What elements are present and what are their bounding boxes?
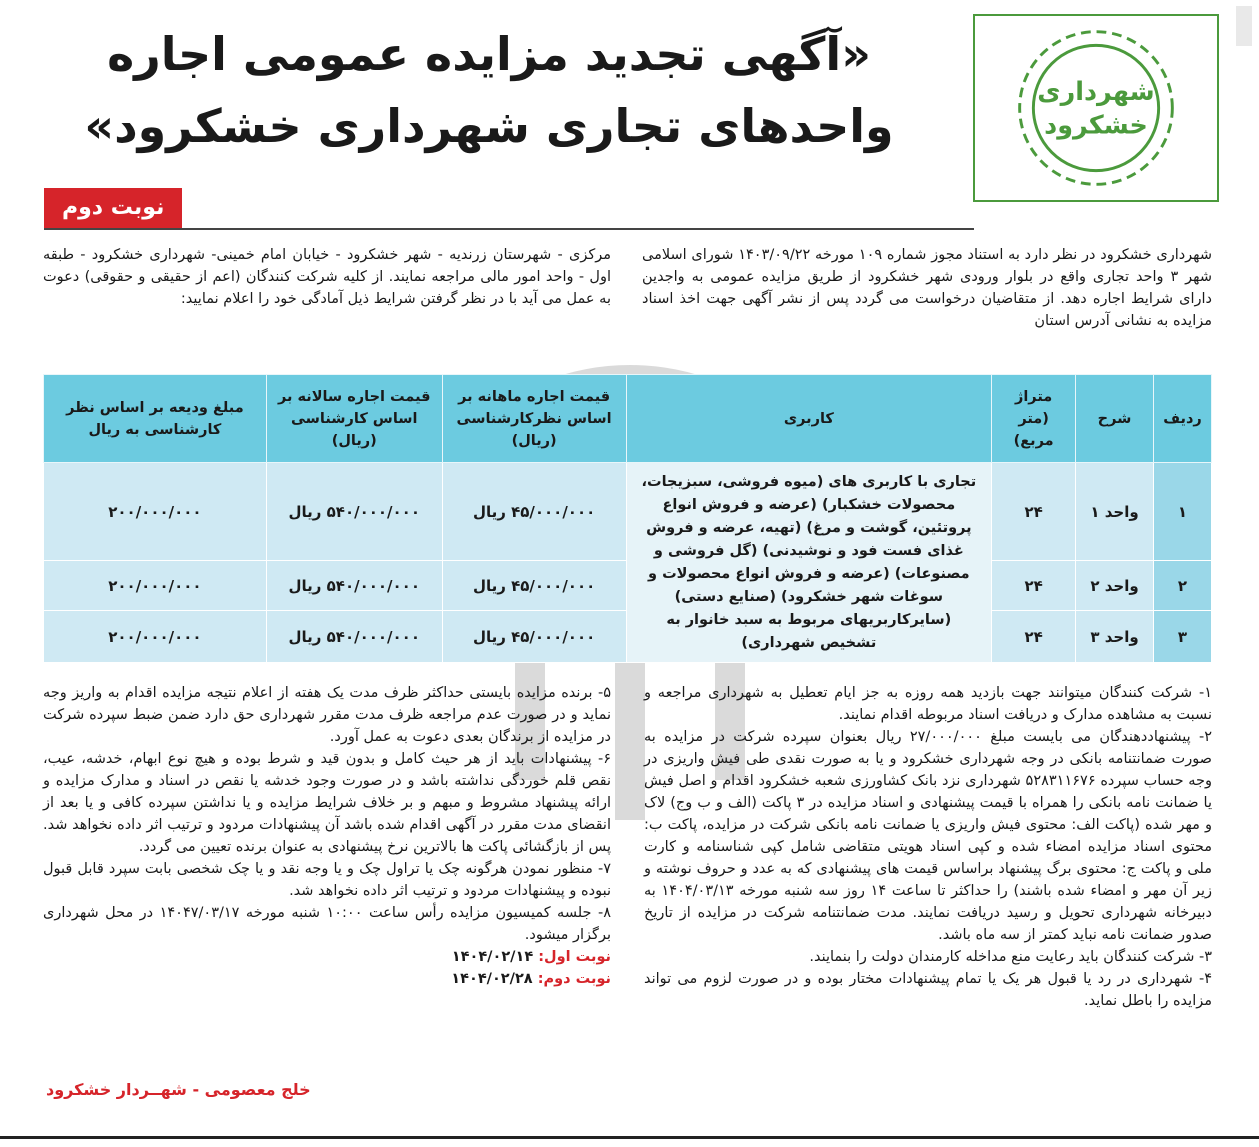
row-deposit: ۲۰۰/۰۰۰/۰۰۰ — [44, 463, 267, 561]
row-yearly-rent: ۵۴۰/۰۰۰/۰۰۰ ریال — [266, 561, 442, 611]
header-yearly-rent: قیمت اجاره سالانه بر اساس کارشناسی (ریال) — [266, 375, 442, 463]
intro-paragraph-left: مرکزی - شهرستان زرندیه - شهر خشکرود - خیابان امام خمینی- شهرداری خشکرود - طبقه اول - واحد امور مالی مراجعه نمایند. از کلیه شرکت کنندگان (اعم از حقیقی و حقوقی) دعوت به عمل می آید با در نظر گرفتن شرایط ذیل آمادگی خود را اعلام نمایید: — [43, 247, 611, 307]
row-area: ۲۴ — [992, 463, 1076, 561]
title-line-2: واحدهای تجاری شهرداری خشکرود» — [84, 99, 894, 153]
row-number: ۲ — [1154, 561, 1212, 611]
row-number: ۳ — [1154, 611, 1212, 663]
logo-text-bottom: خشکرود — [1044, 109, 1148, 140]
condition-item: ۳- شرکت کنندگان باید رعایت منع مداخله کارمندان دولت را بنمایند. — [809, 949, 1212, 965]
row-yearly-rent: ۵۴۰/۰۰۰/۰۰۰ ریال — [266, 611, 442, 663]
row-number: ۱ — [1154, 463, 1212, 561]
condition-item: ۴- شهرداری در رد یا قبول هر یک یا تمام پیشنهادات مختار بوده و در صورت لزوم می تواند مزایده را باطل نماید. — [644, 971, 1212, 1009]
table-header-row — [44, 375, 1212, 463]
bottom-divider — [0, 1136, 1259, 1139]
header-description: شرح — [1076, 375, 1154, 463]
header-area: متراژ (متر مربع) — [992, 375, 1076, 463]
row-monthly-rent: ۴۵/۰۰۰/۰۰۰ ریال — [442, 561, 626, 611]
header-deposit: مبلغ ودیعه بر اساس نظر کارشناسی به ریال — [44, 375, 267, 463]
row-description: واحد ۱ — [1076, 463, 1154, 561]
logo-text-top: شهرداری — [1037, 76, 1155, 107]
header-divider — [44, 228, 974, 230]
row-yearly-rent: ۵۴۰/۰۰۰/۰۰۰ ریال — [266, 463, 442, 561]
header-usage: کاربری — [626, 375, 992, 463]
header-monthly-rent: قیمت اجاره ماهانه بر اساس نظرکارشناسی (ریال) — [442, 375, 626, 463]
intro-paragraph-right: شهرداری خشکرود در نظر دارد به استناد مجوز شماره ۱۰۹ مورخه ۱۴۰۳/۰۹/۲۲ شورای اسلامی شهر ۳ واحد تجاری واقع در بلوار ورودی شهر خشکرود از طریق مزایده عمومی به واجدین دارای شرایط اجاره دهد. از متقاضیان درخواست می گردد پس از نشر آگهی جهت اخذ اسناد مزایده به نشانی آدرس استان — [642, 247, 1213, 329]
condition-item: ۶- پیشنهادات باید از هر حیث کامل و بدون قید و شرط بوده و هیچ نوع ابهام، خدشه، عیب، نقص قلم خوردگی نداشته باشد و در صورت وجود خدشه یا نقص در اسناد و مدارک مزایده و ارائه پیشنهاد مشروط و مبهم و بر خلاف شرایط مزایده و یا نداشتن سپرده کافی و یا بعد از انقضای مدت مقرر در آگهی اقدام شده باشد آن پیشنهادات مردود و ترتیب اثر داده نخواهد شد. پس از بازگشائی پاکت ها بالاترین نرخ پیشنهادی به عنوان برنده تعیین می گردد. — [43, 751, 611, 855]
notice-title — [39, 18, 939, 162]
table-row — [44, 463, 1212, 561]
row-usage: تجاری با کاربری های (میوه فروشی، سبزیجات، محصولات خشکبار) (عرضه و فروش انواع پروتئین، گوشت و مرغ) (تهیه، عرضه و فروش غذای فست فود و نوشیدنی) (گل فروشی و مصنوعات) (عرضه و فروش انواع محصولات و سوغات شهر خشکرود) (صنایع دستی) (سایرکاربریهای مربوط به سبد خانوار به تشخیص شهرداری) — [626, 463, 992, 663]
condition-item: ۱- شرکت کنندگان میتوانند جهت بازدید همه روزه به جز ایام تعطیل به شهرداری مراجعه و نسبت به مشاهده مدارک و دریافت اسناد مربوطه اقدام نمایند. — [644, 685, 1212, 723]
condition-item: ۲- پیشنهاددهندگان می بایست مبلغ ۲۷/۰۰۰/۰۰۰ ریال بعنوان سپرده شرکت در مزایده به صورت ضمانتنامه بانکی در وجه شهرداری خشکرود و یا به صورت نقدی طی فیش واریزی در وجه حساب سپرده ۵۲۸۳۱۱۶۷۶ شهرداری نزد بانک کشاورزی شعبه خشکرود اقدام و اصل فیش یا ضمانت نامه بانکی را همراه با قیمت پیشنهادی و اسناد مزایده در ۳ پاکت (الف و ب وج) لاک و مهر شده (پاکت الف: محتوی فیش واریزی یا ضمانت نامه بانکی شرکت در مزایده، پاکت ب: محتوی اسناد مزایده امضاء شده و کپی اسناد هویتی متقاضی شامل کپی شناسنامه و کارت ملی و پاکت ج: محتوی برگ پیشنهاد براساس قیمت های پیشنهادی که به عدد و حروف نوشته و زیر آن مهر و امضاء شده باشند) را حداکثر تا ساعت ۱۴ روز سه شنبه مورخه ۱۴۰۴/۰۳/۱۳ به دبیرخانه شهرداری تحویل و رسید دریافت نمایند. مدت ضمانتنامه شرکت در مزایده از تاریخ صدور ضمانت نامه نباید کمتر از سه ماه باشد. — [644, 729, 1212, 943]
row-monthly-rent: ۴۵/۰۰۰/۰۰۰ ریال — [442, 463, 626, 561]
schedule-second-date: ۱۴۰۴/۰۲/۲۸ — [451, 971, 533, 987]
schedule-first — [43, 946, 611, 968]
schedule-second-label: نوبت دوم: — [537, 971, 611, 987]
conditions-left-column — [43, 682, 611, 990]
row-area: ۲۴ — [992, 561, 1076, 611]
corner-accent — [1236, 6, 1252, 46]
row-description: واحد ۳ — [1076, 611, 1154, 663]
title-line-1: «آگهی تجدید مزایده عمومی اجاره — [107, 27, 871, 81]
row-area: ۲۴ — [992, 611, 1076, 663]
condition-item: ۵- برنده مزایده بایستی حداکثر ظرف مدت یک هفته از اعلام نتیجه مزایده اقدام به واریز وجه نماید و در صورت عدم مراجعه ظرف مدت مقرر شهرداری حق دارد ضمن ضبط سپرده شرکت در مزایده از برندگان بعدی دعوت به عمل آورد. — [43, 685, 611, 745]
row-deposit: ۲۰۰/۰۰۰/۰۰۰ — [44, 611, 267, 663]
row-monthly-rent: ۴۵/۰۰۰/۰۰۰ ریال — [442, 611, 626, 663]
units-table — [43, 374, 1212, 663]
schedule-first-label: نوبت اول: — [538, 949, 611, 965]
row-description: واحد ۲ — [1076, 561, 1154, 611]
round-badge: نوبت دوم — [44, 188, 182, 228]
condition-item: ۸- جلسه کمیسیون مزایده رأس ساعت ۱۰:۰۰ شنبه مورخه ۱۴۰۴۷/۰۳/۱۷ در محل شهرداری برگزار میشود. — [43, 905, 611, 943]
conditions-right-column — [644, 682, 1212, 1012]
schedule-first-date: ۱۴۰۴/۰۲/۱۴ — [451, 949, 534, 965]
mayor-signature: خلج معصومی - شهــردار خشکرود — [46, 1080, 311, 1099]
row-deposit: ۲۰۰/۰۰۰/۰۰۰ — [44, 561, 267, 611]
header-row-number: ردیف — [1154, 375, 1212, 463]
condition-item: ۷- منظور نمودن هرگونه چک یا تراول چک و یا وجه نقد و یا چک شخصی بابت سپرد قابل قبول نبوده و پیشنهادات مردود و ترتیب اثر داده نخواهد شد. — [43, 861, 611, 899]
municipality-logo — [973, 14, 1219, 202]
schedule-second — [43, 968, 611, 990]
